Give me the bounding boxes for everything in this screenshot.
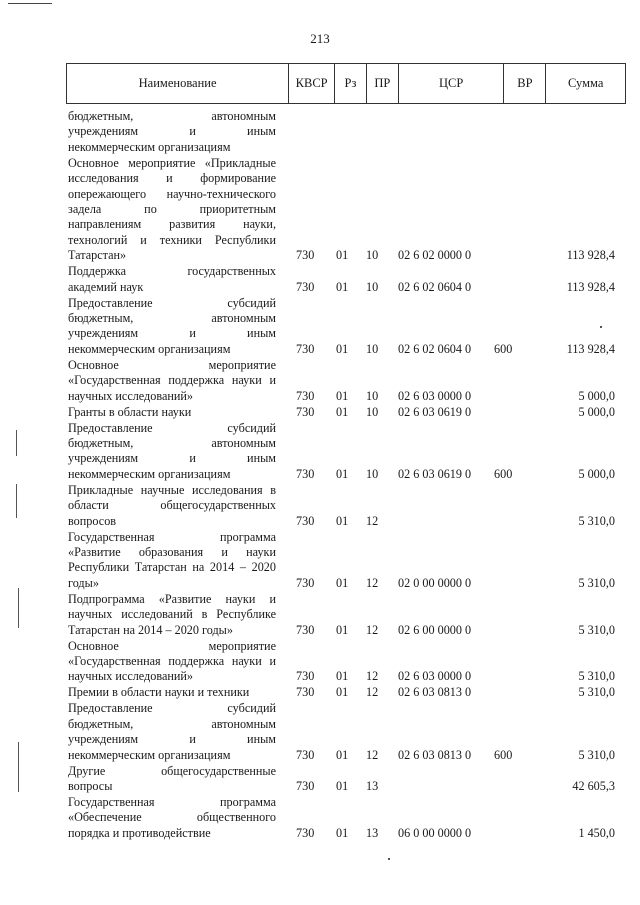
- table-row: [0, 764, 640, 795]
- table-row: [0, 483, 640, 529]
- row-name: [68, 156, 276, 264]
- row-pr: 12: [366, 575, 379, 590]
- row-name-line: бюджетным, автономным: [68, 310, 276, 325]
- row-kvsr: 730: [296, 825, 315, 840]
- row-pr: 13: [366, 778, 379, 793]
- row-name-line: «Обеспечение общественного: [68, 810, 276, 825]
- row-kvsr: 730: [296, 669, 315, 684]
- row-rz: 01: [336, 622, 349, 637]
- row-sum: 5 310,0: [578, 747, 615, 762]
- row-csr: 02 6 00 0000 0: [398, 622, 472, 637]
- row-name-line: Подпрограмма «Развитие науки и: [68, 591, 276, 606]
- row-name-line: Предоставление субсидий: [68, 295, 276, 310]
- row-rz: 01: [336, 575, 349, 590]
- row-csr: 02 6 03 0813 0: [398, 685, 472, 700]
- row-kvsr: 730: [296, 747, 315, 762]
- row-name: [68, 483, 276, 529]
- header-name: Наименование: [138, 76, 217, 90]
- row-name-line: бюджетным, автономным: [68, 716, 276, 731]
- row-name-line: «Государственная поддержка науки и: [68, 373, 276, 388]
- row-name-line: некоммерческим организациям: [68, 139, 231, 154]
- row-name: [68, 701, 276, 763]
- table-row: [0, 530, 640, 592]
- table-row: [0, 264, 640, 295]
- row-sum: 5 000,0: [578, 404, 615, 419]
- table-row: [0, 358, 640, 404]
- row-pr: 10: [366, 279, 379, 294]
- row-name-line: области общегосударственных: [68, 498, 276, 513]
- row-kvsr: 730: [296, 622, 315, 637]
- table-row: [0, 592, 640, 638]
- row-name: [68, 530, 276, 592]
- row-sum: 5 000,0: [578, 388, 615, 403]
- header-vr: ВР: [503, 64, 545, 103]
- row-name-line: Татарстан на 2014 – 2020 годы»: [68, 622, 233, 637]
- row-name: [68, 405, 276, 420]
- row-name-line: Другие общегосударственные: [68, 763, 276, 778]
- row-name-line: технологий и техники Республики: [68, 232, 276, 247]
- row-kvsr: 730: [296, 513, 315, 528]
- row-csr: 02 6 03 0000 0: [398, 669, 472, 684]
- row-vr: 600: [494, 466, 513, 481]
- row-sum: 113 928,4: [566, 279, 615, 294]
- row-rz: 01: [336, 747, 349, 762]
- row-csr: 02 6 03 0619 0: [398, 404, 472, 419]
- row-rz: 01: [336, 825, 349, 840]
- table-row: [0, 795, 640, 841]
- row-name-line: Премии в области науки и техники: [68, 685, 250, 700]
- row-vr: 600: [494, 747, 513, 762]
- row-name-line: Основное мероприятие: [68, 638, 276, 653]
- row-csr: 02 6 03 0619 0: [398, 466, 472, 481]
- row-name: [68, 795, 276, 841]
- row-name: [68, 109, 276, 155]
- row-sum: 5 310,0: [578, 669, 615, 684]
- header-kvsr: КВСР: [288, 64, 334, 103]
- scan-mark: [16, 430, 17, 456]
- row-csr: 06 0 00 0000 0: [398, 825, 472, 840]
- row-sum: 42 605,3: [572, 778, 615, 793]
- row-pr: 10: [366, 404, 379, 419]
- table-row: [0, 701, 640, 763]
- row-name: [68, 592, 276, 638]
- row-name-line: Прикладные научные исследования в: [68, 482, 276, 497]
- row-name-line: порядка и противодействие: [68, 825, 211, 840]
- row-name-line: некоммерческим организациям: [68, 747, 231, 762]
- row-name-line: «Развитие образования и науки: [68, 544, 276, 559]
- row-name: [68, 358, 276, 404]
- row-name: [68, 264, 276, 295]
- scan-mark: [388, 858, 390, 860]
- row-kvsr: 730: [296, 341, 315, 356]
- row-csr: 02 6 02 0604 0: [398, 341, 472, 356]
- row-kvsr: 730: [296, 778, 315, 793]
- row-name-line: бюджетным, автономным: [68, 435, 276, 450]
- row-sum: 5 310,0: [578, 622, 615, 637]
- table-row: [0, 421, 640, 483]
- row-name-line: бюджетным, автономным: [68, 109, 276, 123]
- row-name-line: годы»: [68, 575, 99, 590]
- row-kvsr: 730: [296, 466, 315, 481]
- row-name-line: Предоставление субсидий: [68, 420, 276, 435]
- row-pr: 12: [366, 513, 379, 528]
- row-rz: 01: [336, 513, 349, 528]
- row-rz: 01: [336, 279, 349, 294]
- row-name-line: Основное мероприятие: [68, 357, 276, 372]
- row-rz: 01: [336, 778, 349, 793]
- row-kvsr: 730: [296, 388, 315, 403]
- row-pr: 12: [366, 747, 379, 762]
- row-name-line: учреждениям и иным: [68, 732, 276, 747]
- table-row: [0, 296, 640, 358]
- row-pr: 10: [366, 466, 379, 481]
- row-rz: 01: [336, 685, 349, 700]
- row-kvsr: 730: [296, 685, 315, 700]
- row-name-line: академий наук: [68, 279, 144, 294]
- row-kvsr: 730: [296, 248, 315, 263]
- row-name-line: Республики Татарстан на 2014 – 2020: [68, 560, 276, 575]
- row-kvsr: 730: [296, 279, 315, 294]
- row-kvsr: 730: [296, 575, 315, 590]
- page-number: 213: [310, 31, 330, 46]
- row-name: [68, 764, 276, 795]
- row-name-line: опережающего научно-технического: [68, 186, 276, 201]
- row-pr: 10: [366, 388, 379, 403]
- header-rz: Рз: [334, 64, 366, 103]
- row-name-line: учреждениям и иным: [68, 326, 276, 341]
- row-name-line: направлениям развития науки,: [68, 217, 276, 232]
- row-csr: 02 6 03 0813 0: [398, 747, 472, 762]
- row-rz: 01: [336, 248, 349, 263]
- row-name-line: научных исследований в Республике: [68, 607, 276, 622]
- row-name-line: Государственная программа: [68, 529, 276, 544]
- row-csr: 02 6 03 0000 0: [398, 388, 472, 403]
- row-pr: 12: [366, 669, 379, 684]
- row-name: [68, 296, 276, 358]
- row-rz: 01: [336, 466, 349, 481]
- scan-mark: [18, 588, 19, 628]
- row-name-line: Гранты в области науки: [68, 404, 192, 419]
- header-csr: ЦСР: [398, 64, 504, 103]
- scan-mark: [600, 326, 602, 328]
- row-pr: 12: [366, 685, 379, 700]
- row-name-line: Основное мероприятие «Прикладные: [68, 155, 276, 170]
- row-name-line: вопросы: [68, 778, 113, 793]
- row-name-line: некоммерческим организациям: [68, 466, 231, 481]
- row-sum: 5 000,0: [578, 466, 615, 481]
- table-row: [0, 109, 640, 155]
- header-sum: Сумма: [545, 64, 625, 103]
- row-sum: 5 310,0: [578, 513, 615, 528]
- row-name-line: «Государственная поддержка науки и: [68, 653, 276, 668]
- row-name-line: учреждениям и иным: [68, 451, 276, 466]
- row-name: [68, 421, 276, 483]
- header-pr: ПР: [366, 64, 398, 103]
- row-pr: 10: [366, 248, 379, 263]
- row-sum: 5 310,0: [578, 685, 615, 700]
- row-rz: 01: [336, 341, 349, 356]
- row-name-line: вопросов: [68, 513, 117, 528]
- row-pr: 13: [366, 825, 379, 840]
- row-sum: 113 928,4: [566, 248, 615, 263]
- scan-mark: [16, 484, 17, 518]
- row-name-line: некоммерческим организациям: [68, 341, 231, 356]
- row-csr: 02 6 02 0000 0: [398, 248, 472, 263]
- row-vr: 600: [494, 341, 513, 356]
- row-name-line: Поддержка государственных: [68, 264, 276, 279]
- row-name: [68, 685, 276, 700]
- row-name-line: научных исследований»: [68, 669, 194, 684]
- table-row: [0, 405, 640, 420]
- row-name-line: исследования и формирование: [68, 171, 276, 186]
- row-name-line: учреждениям и иным: [68, 124, 276, 139]
- row-pr: 12: [366, 622, 379, 637]
- table-row: [0, 685, 640, 700]
- row-sum: 1 450,0: [578, 825, 615, 840]
- row-rz: 01: [336, 404, 349, 419]
- row-name: [68, 639, 276, 685]
- row-csr: 02 6 02 0604 0: [398, 279, 472, 294]
- row-kvsr: 730: [296, 404, 315, 419]
- table-row: [0, 639, 640, 685]
- row-sum: 113 928,4: [566, 341, 615, 356]
- row-rz: 01: [336, 388, 349, 403]
- row-sum: 5 310,0: [578, 575, 615, 590]
- row-name-line: задела по приоритетным: [68, 201, 276, 216]
- row-name-line: Татарстан»: [68, 248, 127, 263]
- row-name-line: Предоставление субсидий: [68, 701, 276, 716]
- row-csr: 02 0 00 0000 0: [398, 575, 472, 590]
- row-name-line: научных исследований»: [68, 388, 194, 403]
- scan-mark: [18, 742, 19, 792]
- row-rz: 01: [336, 669, 349, 684]
- row-pr: 10: [366, 341, 379, 356]
- table-row: [0, 156, 640, 264]
- row-name-line: Государственная программа: [68, 795, 276, 809]
